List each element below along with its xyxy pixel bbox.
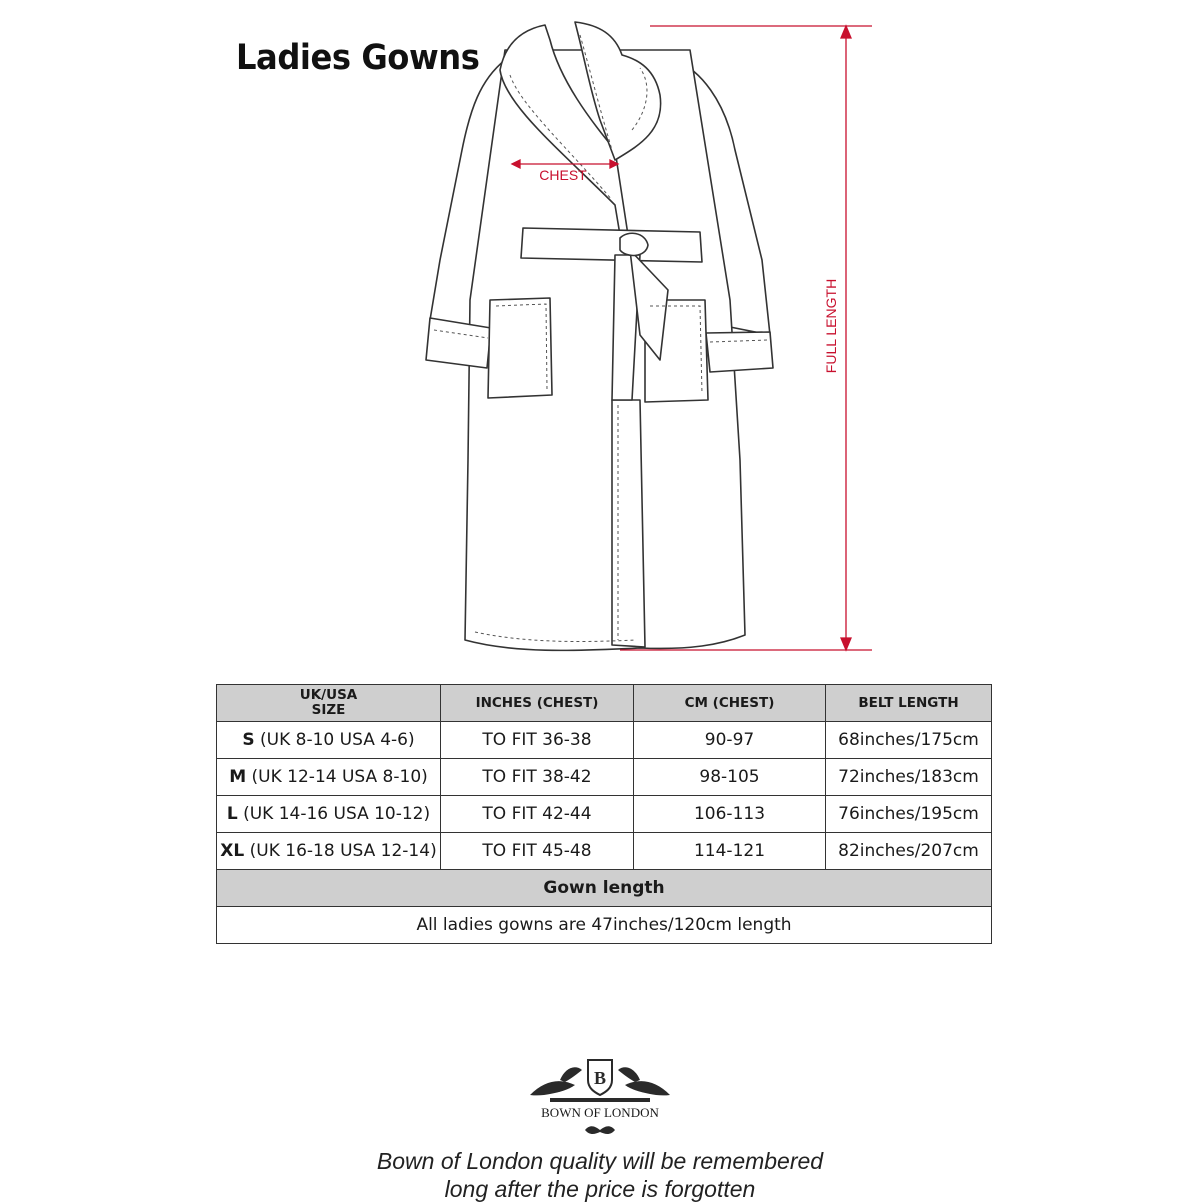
size-detail: (UK 16-18 USA 12-14) [244,841,437,861]
gown-length-heading-row [217,870,992,907]
size-detail: (UK 12-14 USA 8-10) [246,767,428,787]
tagline-line-2: long after the price is forgotten [444,1176,756,1202]
size-letter: S [242,730,255,750]
cm-cell: 114-121 [634,833,826,870]
belt-cell: 82inches/207cm [826,833,992,870]
header-size [217,685,441,722]
belt-cell: 72inches/183cm [826,759,992,796]
header-size-line2: SIZE [311,702,346,718]
size-letter: L [226,804,238,824]
table-row [217,759,992,796]
header-cm: CM (CHEST) [634,685,826,722]
cm-cell: 90-97 [634,722,826,759]
size-table [216,684,992,944]
size-detail: (UK 8-10 USA 4-6) [254,730,415,750]
inches-cell: TO FIT 38-42 [441,759,634,796]
table-row [217,796,992,833]
size-cell [217,796,441,833]
brand-name: BOWN OF LONDON [541,1105,659,1120]
size-cell [217,722,441,759]
size-detail: (UK 14-16 USA 10-12) [237,804,431,824]
header-belt: BELT LENGTH [826,685,992,722]
belt-cell: 76inches/195cm [826,796,992,833]
inches-cell: TO FIT 36-38 [441,722,634,759]
tagline-line-1: Bown of London quality will be remembered [376,1148,824,1174]
gown-length-text: All ladies gowns are 47inches/120cm length [217,907,992,944]
gown-length-heading: Gown length [217,870,992,907]
size-letter: M [229,767,247,787]
table-header-row [217,685,992,722]
inches-cell: TO FIT 42-44 [441,796,634,833]
size-cell [217,759,441,796]
header-size-line1: UK/USA [299,687,358,703]
logo-monogram: B [593,1068,607,1088]
table-row [217,833,992,870]
chest-label: CHEST [539,167,587,183]
belt-cell: 68inches/175cm [826,722,992,759]
size-letter: XL [220,841,245,861]
page-title: Ladies Gowns [236,38,480,78]
full-length-label: FULL LENGTH [823,278,839,374]
cm-cell: 106-113 [634,796,826,833]
size-cell [217,833,441,870]
header-inches: INCHES (CHEST) [441,685,634,722]
bown-of-london-logo [520,1050,680,1145]
cm-cell: 98-105 [634,759,826,796]
inches-cell: TO FIT 45-48 [441,833,634,870]
gown-length-row [217,907,992,944]
table-row [217,722,992,759]
